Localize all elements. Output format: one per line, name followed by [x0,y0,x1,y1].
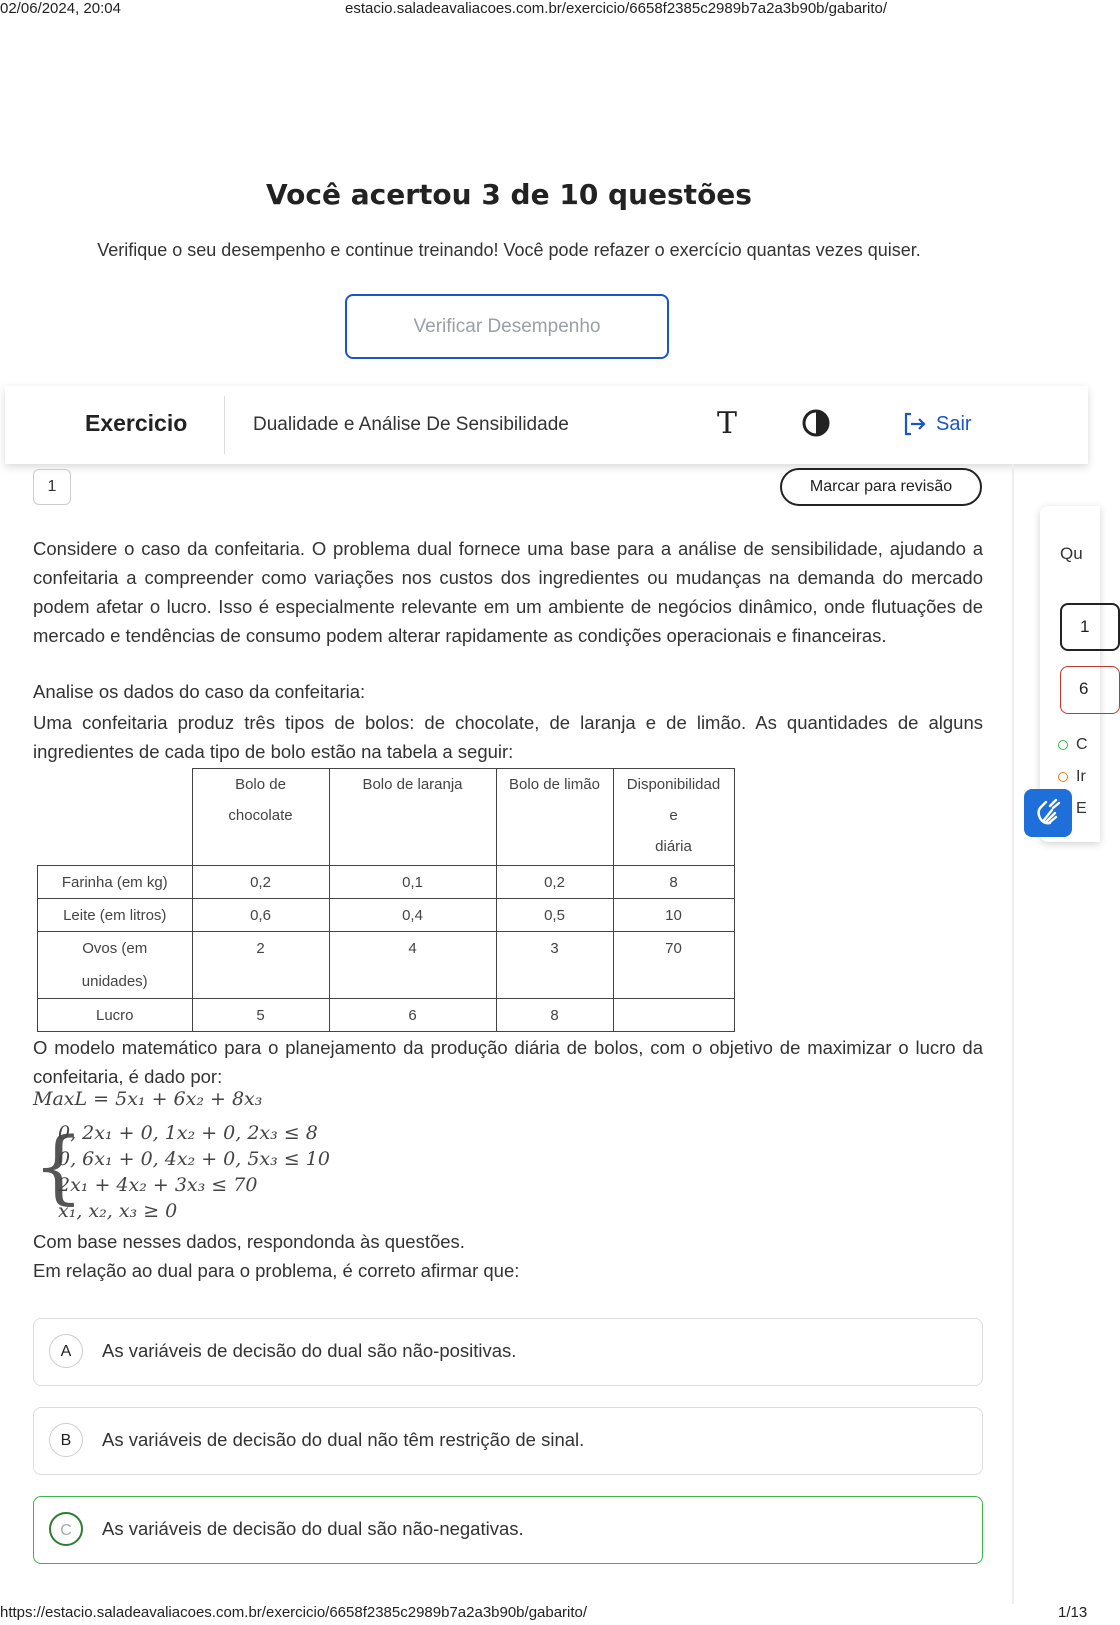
question-case-text: Uma confeitaria produz três tipos de bolos: de chocolate, de laranja e de limão. As quantidades de alguns ingredientes de cada tipo de bolo estão na tabela a seguir: [33,712,983,762]
option-c-correct[interactable] [33,1496,983,1564]
print-datetime: 02/06/2024, 20:04 [0,0,121,17]
model-text: O modelo matemático para o planejamento da produção diária de bolos, com o objetivo de maximizar o lucro da confeitaria, é dado por: [33,1037,983,1087]
option-text: As variáveis de decisão do dual são não-negativas. [102,1518,524,1539]
table-header: Bolo de laranja [329,769,496,866]
result-subtitle: Verifique o seu desempenho e continue treinando! Você pode refazer o exercício quantas vezes quiser. [97,240,921,260]
table-cell: 0,1 [329,866,496,899]
option-letter: B [49,1423,83,1457]
verify-performance-button[interactable]: Verificar Desempenho [345,294,669,359]
option-a[interactable] [33,1318,983,1386]
print-footer-url: https://estacio.saladeavaliacoes.com.br/exercicio/6658f2385c2989b7a2a3b90b/gabarito/ [0,1604,588,1621]
table-cell [613,999,734,1032]
font-size-icon[interactable]: T [717,406,738,441]
topbar-title: Exercicio [85,410,188,436]
table-cell: 70 [613,932,734,999]
legend-incorrect: Ir [1058,768,1086,786]
table-cell: 3 [496,932,613,999]
table-cell: 8 [496,999,613,1032]
table-row [38,866,735,899]
question-nav-box[interactable]: 1 [1060,603,1120,651]
table-cell: Lucro [38,999,193,1032]
print-url: estacio.saladeavaliacoes.com.br/exercicio/6658f2385c2989b7a2a3b90b/gabarito/ [345,0,888,17]
exit-label: Sair [936,412,972,435]
print-page-number: 1/13 [1058,1604,1088,1621]
table-cell: Leite (em litros) [38,899,193,932]
table-cell: 5 [192,999,329,1032]
option-letter: A [49,1334,83,1368]
table-corner [38,769,193,866]
question-number: 1 [33,469,71,505]
constraint-1: 0, 2x₁ + 0, 1x₂ + 0, 2x₃ ≤ 8 [58,1122,318,1144]
table-cell: 0,2 [496,866,613,899]
exit-icon [902,411,928,437]
legend-other: E [1076,800,1087,817]
question-intro: Considere o caso da confeitaria. O problema dual fornece uma base para a análise de sensibilidade, ajudando a confeitaria a compreender como variações nos custos dos ingredientes ou mudanças na demanda do mercado podem afetar o lucro. Isso é especialmente relevante em um ambiente de negócios dinâmico, onde flutuações de mercado e tendências de consumo podem alterar rapidamente as condições operacionais e financeiras. [33,538,983,646]
table-cell: Farinha (em kg) [38,866,193,899]
table-row [38,899,735,932]
question-nav-box-wrong[interactable]: 6 [1060,666,1120,714]
question-prompt: Em relação ao dual para o problema, é correto afirmar que: [33,1260,520,1281]
exercise-topbar [5,386,1088,464]
ingredients-table [37,768,735,1032]
topbar-subject: Dualidade e Análise De Sensibilidade [253,414,569,435]
constraint-3: 2x₁ + 4x₂ + 3x₃ ≤ 70 [58,1174,258,1196]
option-text: As variáveis de decisão do dual são não-positivas. [102,1340,517,1361]
table-row [38,932,735,999]
table-cell: 6 [329,999,496,1032]
table-header-row [38,769,735,866]
table-header: Bolo de limão [496,769,613,866]
table-cell: 2 [192,932,329,999]
option-letter: C [49,1512,83,1546]
table-cell: 4 [329,932,496,999]
legend-correct: C [1058,736,1088,754]
sign-language-icon [1032,796,1064,828]
panel-label: Qu [1060,544,1083,563]
option-text: As variáveis de decisão do dual não têm restrição de sinal. [102,1429,585,1450]
mark-review-button[interactable]: Marcar para revisão [780,468,982,506]
constraint-brace: { [33,1120,84,1213]
contrast-icon[interactable] [801,408,831,443]
constraint-2: 0, 6x₁ + 0, 4x₂ + 0, 5x₃ ≤ 10 [58,1148,330,1170]
result-title: Você acertou 3 de 10 questões [266,178,752,211]
table-cell: 0,4 [329,899,496,932]
table-cell: 0,5 [496,899,613,932]
content-divider [1012,464,1014,1604]
table-header: Bolo de chocolate [192,769,329,866]
exit-button[interactable] [902,408,972,440]
constraint-4: x₁, x₂, x₃ ≥ 0 [58,1200,178,1222]
table-cell: 8 [613,866,734,899]
table-cell: 0,2 [192,866,329,899]
objective-function: MaxL = 5x₁ + 6x₂ + 8x₃ [33,1088,263,1110]
base-text: Com base nesses dados, respondonda às questões. [33,1231,465,1252]
table-cell: 0,6 [192,899,329,932]
topbar-divider [224,396,225,454]
table-header: Disponibilidad e diária [613,769,734,866]
sign-language-button[interactable] [1024,789,1072,837]
option-b[interactable] [33,1407,983,1475]
question-analise: Analise os dados do caso da confeitaria: [33,681,366,702]
table-row [38,999,735,1032]
table-cell: Ovos (em unidades) [38,932,193,999]
table-cell: 10 [613,899,734,932]
